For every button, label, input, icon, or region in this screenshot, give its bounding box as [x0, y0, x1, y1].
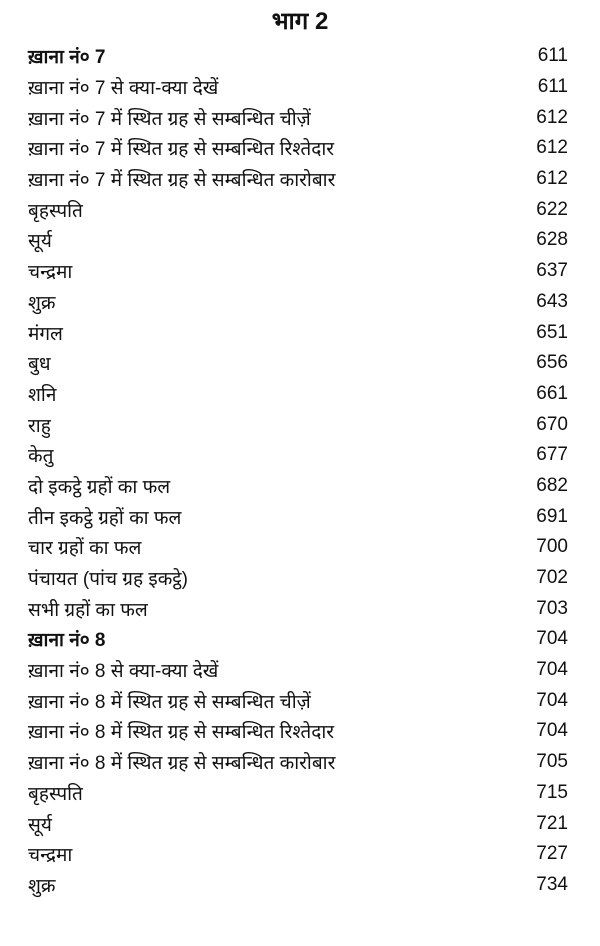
toc-entry-label: ख़ाना नं० 7 में स्थित ग्रह से सम्बन्धित चीज़ें	[28, 108, 311, 130]
toc-entry	[28, 317, 568, 348]
toc-entry-label: चन्द्रमा	[28, 845, 73, 867]
toc-section-heading	[28, 624, 568, 655]
toc-entry	[28, 348, 568, 379]
toc-entry-page: 637	[536, 260, 568, 282]
toc-entry-page: 682	[536, 474, 568, 496]
toc-entry-label: ख़ाना नं० 8 में स्थित ग्रह से सम्बन्धित रिश्तेदार	[28, 722, 335, 744]
toc-entry	[28, 256, 568, 287]
toc-entry	[28, 716, 568, 747]
toc-entry-page: 628	[536, 229, 568, 251]
table-of-contents	[28, 41, 568, 900]
toc-entry-label: शनि	[28, 384, 57, 406]
toc-entry-label: ख़ाना नं० 8 में स्थित ग्रह से सम्बन्धित चीज़ें	[28, 691, 311, 713]
toc-entry-label: ख़ाना नं० 7 में स्थित ग्रह से सम्बन्धित कारोबार	[28, 170, 336, 192]
toc-entry-page: 612	[536, 137, 568, 159]
toc-entry	[28, 409, 568, 440]
section-title: भाग 2	[271, 8, 329, 35]
toc-entry	[28, 747, 568, 778]
toc-entry-label: दो इकट्ठे ग्रहों का फल	[28, 476, 171, 498]
toc-entry-page: 612	[536, 106, 568, 128]
toc-entry-label: ख़ाना नं० 8 में स्थित ग्रह से सम्बन्धित कारोबार	[28, 753, 336, 775]
toc-entry	[28, 225, 568, 256]
toc-entry-label: केतु	[28, 446, 54, 468]
toc-entry-page: 703	[536, 597, 568, 619]
toc-entry-page: 677	[536, 444, 568, 466]
toc-entry-label: शुक्र	[28, 292, 56, 314]
toc-section-heading	[28, 41, 568, 72]
toc-entry-page: 700	[536, 536, 568, 558]
toc-entry-page: 702	[536, 567, 568, 589]
toc-entry	[28, 194, 568, 225]
toc-entry-page: 705	[536, 751, 568, 773]
toc-entry-label: राहु	[28, 415, 51, 437]
toc-entry-label: ख़ाना नं० 8	[28, 630, 106, 652]
toc-entry-page: 727	[536, 843, 568, 865]
toc-entry-page: 611	[537, 45, 568, 67]
toc-entry-label: सूर्य	[28, 231, 52, 253]
toc-entry-page: 612	[536, 168, 568, 190]
toc-entry-page: 704	[536, 720, 568, 742]
toc-entry-label: पंचायत (पांच ग्रह इकट्ठे)	[28, 569, 188, 591]
toc-entry-page: 704	[536, 659, 568, 681]
toc-entry-page: 661	[536, 382, 568, 404]
toc-entry-page: 704	[536, 628, 568, 650]
toc-entry	[28, 870, 568, 901]
toc-entry	[28, 655, 568, 686]
toc-entry-page: 691	[536, 505, 568, 527]
toc-entry-page: 704	[536, 689, 568, 711]
toc-entry-label: ख़ाना नं० 8 से क्या-क्या देखें	[28, 661, 219, 683]
toc-entry-label: ख़ाना नं० 7 में स्थित ग्रह से सम्बन्धित रिश्तेदार	[28, 139, 335, 161]
toc-entry-label: तीन इकट्ठे ग्रहों का फल	[28, 507, 182, 529]
toc-entry-label: बृहस्पति	[28, 200, 83, 222]
toc-entry	[28, 102, 568, 133]
toc-entry-label: बृहस्पति	[28, 783, 83, 805]
toc-entry	[28, 532, 568, 563]
toc-entry-page: 611	[537, 76, 568, 98]
toc-entry	[28, 501, 568, 532]
toc-entry	[28, 164, 568, 195]
toc-entry	[28, 287, 568, 318]
toc-entry-label: चन्द्रमा	[28, 262, 73, 284]
toc-entry-page: 651	[536, 321, 568, 343]
toc-entry-page: 643	[536, 290, 568, 312]
toc-entry-page: 721	[536, 812, 568, 834]
toc-entry-label: ख़ाना नं० 7	[28, 47, 106, 69]
toc-entry	[28, 379, 568, 410]
toc-entry-page: 656	[536, 352, 568, 374]
toc-entry	[28, 808, 568, 839]
toc-entry-label: चार ग्रहों का फल	[28, 538, 142, 560]
toc-entry-label: शुक्र	[28, 875, 56, 897]
toc-entry-page: 670	[536, 413, 568, 435]
toc-entry-label: बुध	[28, 354, 51, 376]
toc-entry	[28, 778, 568, 809]
toc-entry-label: सभी ग्रहों का फल	[28, 599, 148, 621]
toc-entry	[28, 685, 568, 716]
toc-entry	[28, 440, 568, 471]
toc-entry-page: 715	[536, 781, 568, 803]
toc-entry-label: ख़ाना नं० 7 से क्या-क्या देखें	[28, 78, 219, 100]
toc-entry	[28, 133, 568, 164]
toc-entry-page: 622	[536, 198, 568, 220]
toc-entry-label: सूर्य	[28, 814, 52, 836]
toc-entry	[28, 471, 568, 502]
toc-entry	[28, 563, 568, 594]
toc-entry	[28, 72, 568, 103]
toc-entry	[28, 839, 568, 870]
toc-entry-label: मंगल	[28, 323, 63, 345]
toc-entry-page: 734	[536, 873, 568, 895]
toc-entry	[28, 593, 568, 624]
